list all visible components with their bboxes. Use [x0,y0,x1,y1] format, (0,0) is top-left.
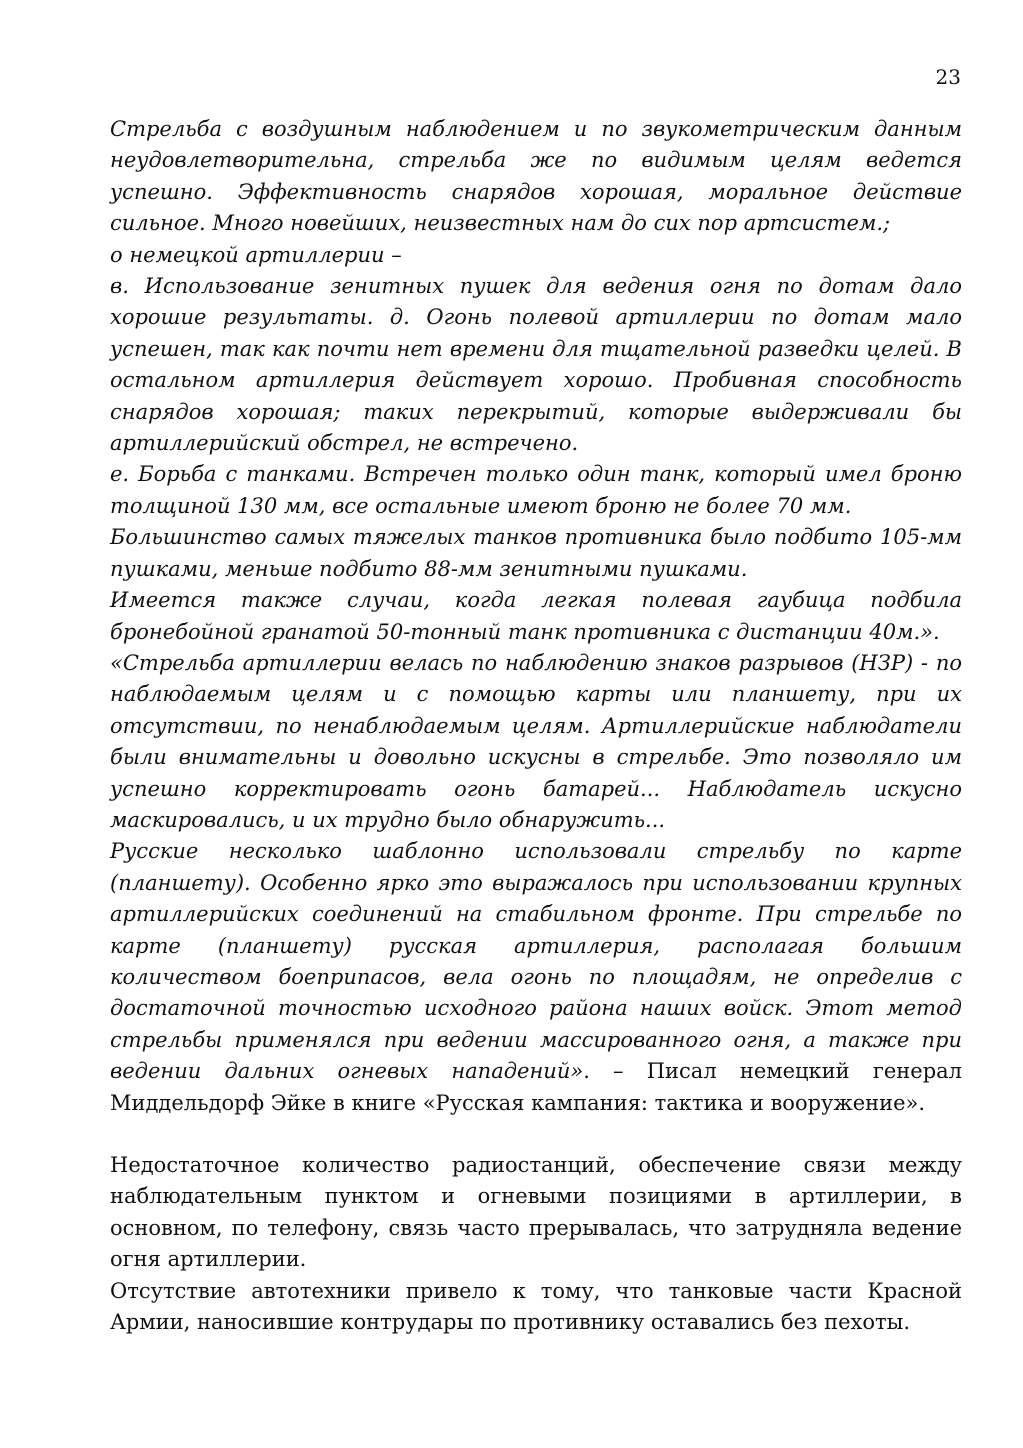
paragraph-vehicle-shortage: Отсутствие автотехники привело к тому, что танковые части Красной Армии, наносившие контрудары по противнику оставались без пехоты. [110,1278,962,1335]
paragraph-observation-fire: «Стрельба артиллерии велась по наблюдению знаков разрывов (НЗР) - по наблюдаемым целям и с помощью карты или планшету, при их отсутствии, по ненаблюдаемым целям. Артиллерийские наблюдатели были внимательны и довольно искусны в стрельбе. Это позволяло им успешно корректировать огонь батарей... Наблюдатель искусно маскировались, и их трудно было обнаружить... [110,650,962,832]
paragraph-radio-shortage: Недостаточное количество радиостанций, обеспечение связи между наблюдательным пунктом и огневыми позициями в артиллерии, в основном, по телефону, связь часто прерывалась, что затрудняла ведение огня артиллерии. [110,1153,962,1272]
map-fire-quote: Русские несколько шаблонно использовали стрельбу по карте (планшету). Особенно ярко это выражалось при использовании крупных артиллерийских соединений на стабильном фронте. При стрельбе по карте (планшету) русская артиллерия, располагая большим количеством боеприпасов, вела огонь по площадям, не определив с достаточной точностью исходного района наших войск. Этот метод стрельбы применялся при ведении массированного огня, а также при ведении дальних огневых нападений» [110,839,962,1084]
page-body [110,114,962,1338]
page-number: 23 [935,65,961,89]
paragraph-spacer [110,1119,962,1150]
paragraph-quote-fire-observation: Стрельба с воздушным наблюдением и по звукометрическим данным неудовлетворительна, стрельба же по видимым целям ведется успешно. Эффективность снарядов хорошая, моральное действие сильное. Много новейших, неизвестных нам до сих пор артсистем.; [110,117,962,236]
paragraph-german-artillery-heading: о немецкой артиллерии – [110,242,402,267]
paragraph-map-fire [110,836,962,1119]
paragraph-anti-aircraft-guns: в. Использование зенитных пушек для ведения огня по дотам дало хорошие результаты. д. Огонь полевой артиллерии по дотам мало успешен, так как почти нет времени для тщательной разведки целей. В остальном артиллерия действует хорошо. Пробивная способность снарядов хорошая; таких перекрытий, которые выдерживали бы артиллерийский обстрел, не встречено. [110,274,962,456]
paragraph-howitzer-case: Имеется также случаи, когда легкая полевая гаубица подбила бронебойной гранатой 50-тонный танк противника с дистанции 40м.». [110,588,962,644]
paragraph-tank-fight: е. Борьба с танками. Встречен только один танк, который имел броню толщиной 130 мм, все остальные имеют броню не более 70 мм. [110,462,962,518]
map-fire-attribution: . – Писал немецкий генерал Миддельдорф Эйке в книге «Русская кампания: тактика и вооружение». [110,1059,962,1115]
paragraph-heavy-tanks: Большинство самых тяжелых танков противника было подбито 105-мм пушками, меньше подбито 88-мм зенитными пушками. [110,525,962,581]
